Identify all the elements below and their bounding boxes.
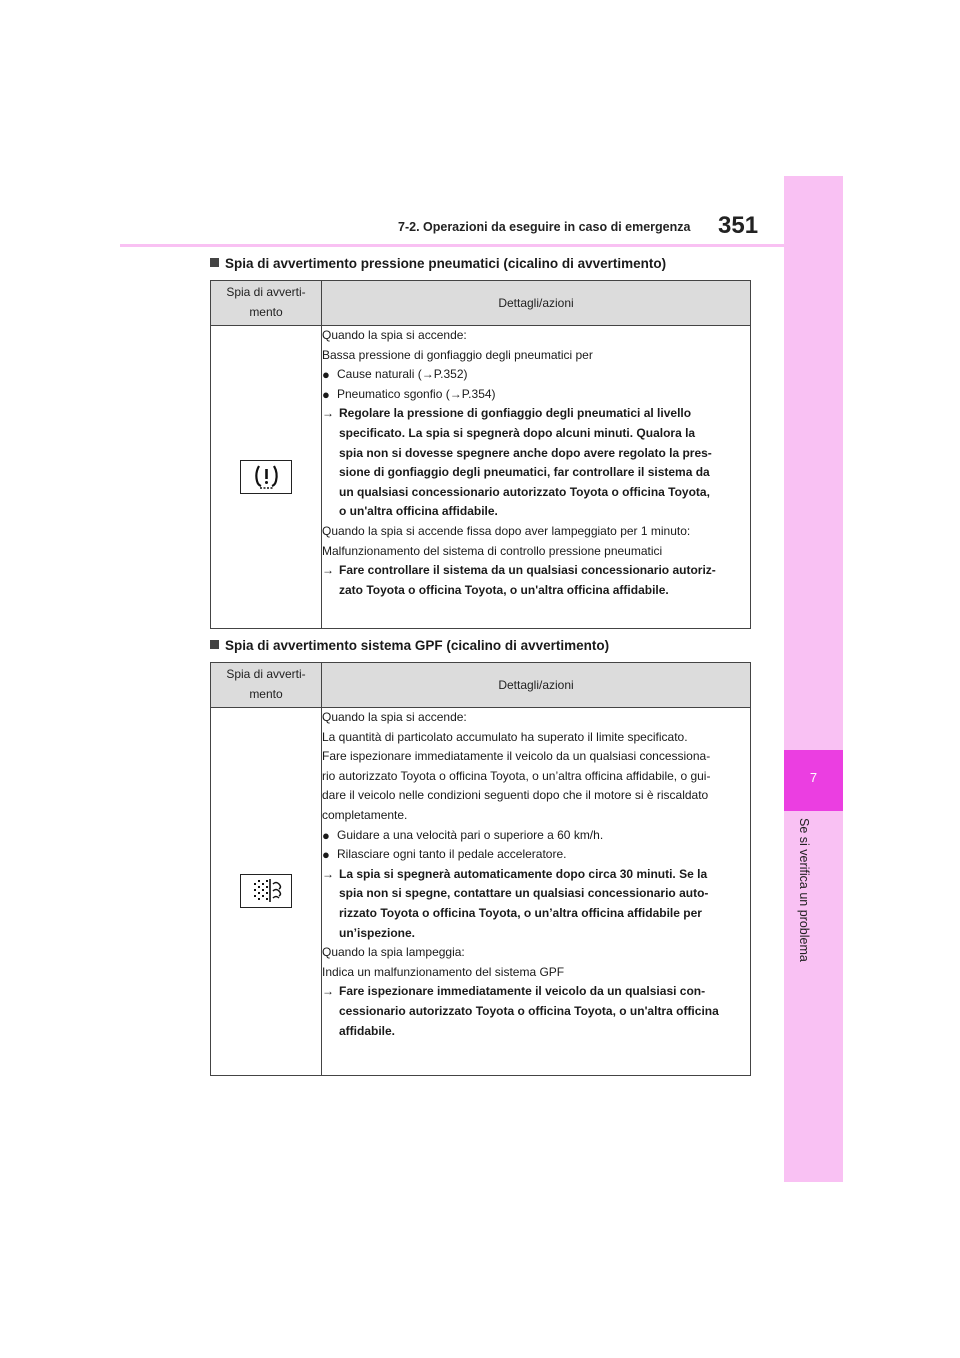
header-text: Spia di avverti-	[226, 285, 306, 300]
header-details: Dettagli/azioni	[322, 663, 751, 708]
heading-square-marker	[210, 258, 219, 267]
action-text: un qualsiasi concessionario autorizzato Toyota o officina Toyota,	[339, 484, 710, 499]
heading-square-marker	[210, 640, 219, 649]
action-text: spia non si dovesse spegnere anche dopo avere regolato la pres-	[339, 445, 712, 460]
bullet-text: Cause naturali (→P.352)	[337, 367, 468, 382]
icon-cell	[211, 708, 322, 1076]
header-warning-light	[211, 663, 322, 708]
action-text: affidabile.	[339, 1023, 396, 1038]
section-heading-gpf	[210, 638, 609, 653]
action-item: → Fare controllare il sistema da un qualsiasi concessionario autoriz- zato Toyota o officina Toyota, o un'altra officina affidabile.	[322, 561, 750, 600]
warning-table-gpf	[210, 662, 751, 1076]
action-text: un’ispezione.	[339, 925, 416, 940]
table-row	[211, 708, 751, 1076]
action-text: Fare controllare il sistema da un qualsiasi concessionario autoriz-	[339, 563, 716, 578]
chapter-number: 7	[809, 770, 818, 785]
detail-text: La quantità di particolato accumulato ha superato il limite specificato.	[322, 729, 688, 744]
action-text: La spia si spegnerà automaticamente dopo circa 30 minuti. Se la	[339, 866, 708, 881]
warning-table-tire-pressure	[210, 280, 751, 629]
section-heading-text: Spia di avvertimento pressione pneumatici (cicalino di avvertimento)	[225, 256, 667, 271]
header-details: Dettagli/azioni	[322, 281, 751, 326]
tire-pressure-warning-icon	[240, 460, 292, 494]
header-section-title: 7-2. Operazioni da eseguire in caso di emergenza	[398, 220, 691, 234]
action-item: → La spia si spegnerà automaticamente dopo circa 30 minuti. Se la spia non si spegne, contattare un qualsiasi concessionario auto- rizzato Toyota o officina Toyota, o un’altra officina affidabile per un’ispezione.	[322, 865, 750, 943]
gpf-warning-icon	[240, 874, 292, 908]
header-text: mento	[249, 687, 283, 701]
chapter-sidebar	[784, 176, 843, 1182]
bullet-item: ● Guidare a una velocità pari o superiore a 60 km/h.	[322, 826, 750, 846]
detail-text: Quando la spia lampeggia:	[322, 945, 465, 960]
action-text: cessionario autorizzato Toyota o officina Toyota, o un'altra officina	[339, 1003, 719, 1018]
detail-text: Indica un malfunzionamento del sistema GPF	[322, 964, 565, 979]
bullet-text: Rilasciare ogni tanto il pedale acceleratore.	[337, 847, 567, 862]
action-text: spia non si spegne, contattare un qualsiasi concessionario auto-	[339, 886, 709, 901]
header-text: Spia di avverti-	[226, 667, 306, 682]
detail-text: dare il veicolo nelle condizioni seguenti dopo che il motore si è riscaldato	[322, 788, 709, 803]
details-cell	[322, 708, 751, 1076]
action-text: rizzato Toyota o officina Toyota, o un’altra officina affidabile per	[339, 905, 702, 920]
chapter-tab[interactable]	[784, 750, 843, 811]
header-text: mento	[249, 305, 283, 319]
bullet-item: ● Pneumatico sgonfio (→P.354)	[322, 385, 750, 405]
chapter-title: Se si verifica un problema	[797, 818, 811, 962]
action-item: → Fare ispezionare immediatamente il veicolo da un qualsiasi con- cessionario autorizzato Toyota o officina Toyota, o un'altra officina affidabile.	[322, 982, 750, 1041]
section-heading-tire-pressure	[210, 256, 666, 271]
detail-text: rio autorizzato Toyota o officina Toyota, o un’altra officina affidabile, o gui-	[322, 768, 711, 783]
action-text: o un'altra officina affidabile.	[339, 504, 498, 519]
action-item: → Regolare la pressione di gonfiaggio degli pneumatici al livello specificato. La spia si spegnerà dopo alcuni minuti. Qualora la spia non si dovesse spegnere anche dopo avere regolato la pres- sione di gonfiaggio degli pneumatici, far controllare il sistema da un qualsiasi concessionario autorizzato Toyota o officina Toyota, o un'altra officina affidabile.	[322, 404, 750, 522]
action-text: sione di gonfiaggio degli pneumatici, far controllare il sistema da	[339, 465, 710, 480]
detail-paragraph	[322, 747, 750, 825]
header-rule	[120, 244, 784, 247]
detail-text: completamente.	[322, 807, 408, 822]
header-warning-light	[211, 281, 322, 326]
section-heading-text: Spia di avvertimento sistema GPF (cicalino di avvertimento)	[225, 638, 610, 653]
action-text: zato Toyota o officina Toyota, o un'altra officina affidabile.	[339, 582, 669, 597]
icon-cell	[211, 326, 322, 629]
detail-text: Malfunzionamento del sistema di controllo pressione pneumatici	[322, 543, 663, 558]
bullet-text: Guidare a una velocità pari o superiore a 60 km/h.	[337, 827, 604, 842]
bullet-item: ● Cause naturali (→P.352)	[322, 365, 750, 385]
table-header-row	[211, 663, 751, 708]
action-text: Regolare la pressione di gonfiaggio degli pneumatici al livello	[339, 406, 692, 421]
details-cell	[322, 326, 751, 629]
action-text: specificato. La spia si spegnerà dopo alcuni minuti. Qualora la	[339, 425, 696, 440]
table-header-row	[211, 281, 751, 326]
bullet-text: Pneumatico sgonfio (→P.354)	[337, 386, 496, 401]
detail-text: Quando la spia si accende fissa dopo aver lampeggiato per 1 minuto:	[322, 523, 691, 538]
detail-text: Fare ispezionare immediatamente il veicolo da un qualsiasi concessiona-	[322, 749, 711, 764]
detail-text: Quando la spia si accende:	[322, 328, 467, 342]
bullet-item: ● Rilasciare ogni tanto il pedale acceleratore.	[322, 845, 750, 865]
table-row	[211, 326, 751, 629]
action-text: Fare ispezionare immediatamente il veicolo da un qualsiasi con-	[339, 984, 706, 999]
detail-text: Bassa pressione di gonfiaggio degli pneumatici per	[322, 347, 593, 362]
page-number: 351	[718, 212, 759, 239]
detail-text: Quando la spia si accende:	[322, 710, 467, 724]
